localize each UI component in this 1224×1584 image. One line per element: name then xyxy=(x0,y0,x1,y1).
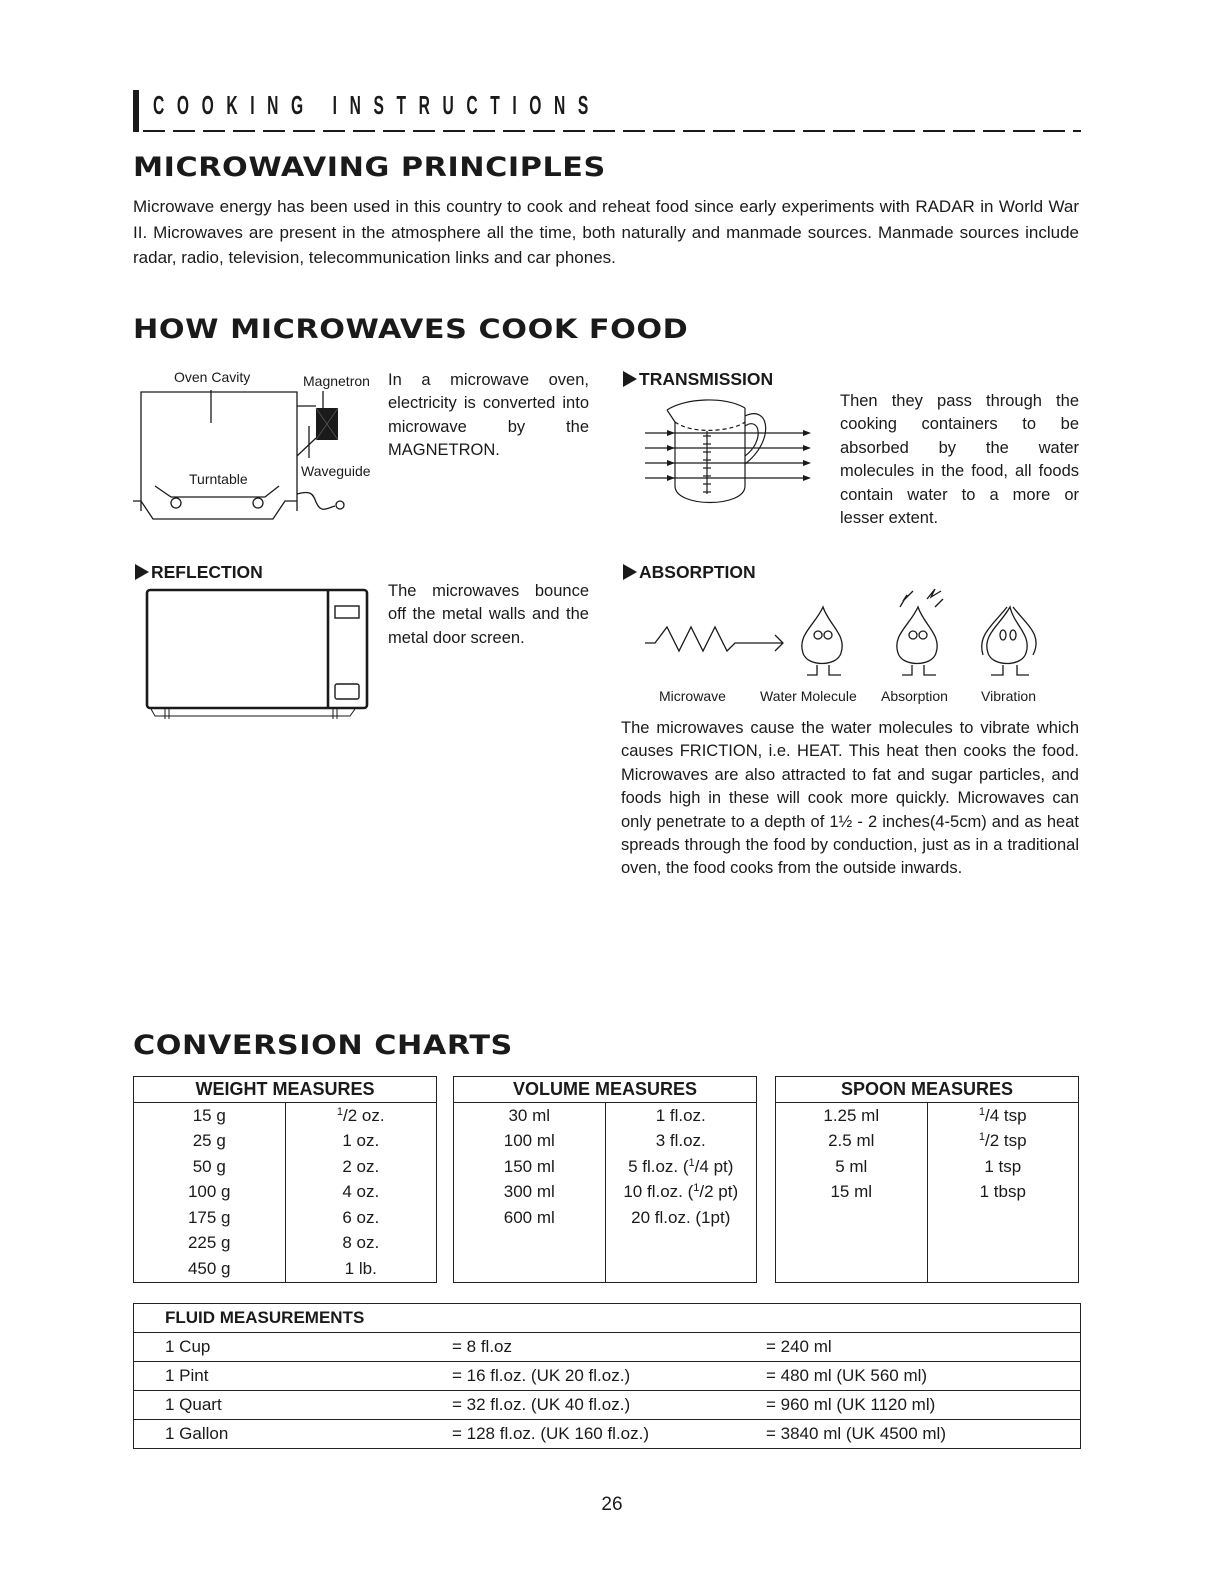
volume-measures-table xyxy=(453,1076,757,1283)
table-row: 300 ml 10 fl.oz. ($^1$/2 pt) xyxy=(454,1180,757,1206)
caption-absorption: Absorption xyxy=(881,688,948,704)
table-row: 1 Quart = 32 fl.oz. (UK 40 fl.oz.) = 960 ml (UK 1120 ml) xyxy=(134,1391,1080,1420)
table-row: 50 g 2 oz. xyxy=(134,1154,437,1180)
table-row: 15 g $^1$/2 oz. xyxy=(134,1103,437,1129)
oven-cavity-icon xyxy=(133,366,383,526)
table-row: 25 g 1 oz. xyxy=(134,1129,437,1155)
fluid-measurements-table xyxy=(133,1303,1081,1449)
fluid-title: FLUID MEASUREMENTS xyxy=(165,1308,365,1327)
table-row xyxy=(776,1256,1079,1282)
fluid-header-row xyxy=(134,1304,1080,1333)
microwave-oven-diagram xyxy=(145,588,371,720)
triangle-bullet-icon xyxy=(135,564,149,580)
microwave-oven-icon xyxy=(145,588,371,720)
table-row: 100 g 4 oz. xyxy=(134,1180,437,1206)
measuring-jug-diagram xyxy=(645,396,815,514)
label-turntable: Turntable xyxy=(189,471,248,487)
reflection-heading: REFLECTION xyxy=(135,562,263,583)
volume-title: VOLUME MEASURES xyxy=(454,1077,757,1103)
table-row: 2.5 ml $^1$/2 tsp xyxy=(776,1129,1079,1155)
oven-diagram xyxy=(133,366,383,526)
table-row xyxy=(454,1231,757,1257)
table-row xyxy=(776,1205,1079,1231)
oven-text: In a microwave oven, electricity is converted into microwave by the MAGNETRON. xyxy=(388,371,589,460)
triangle-bullet-icon xyxy=(623,371,637,387)
table-row: 600 ml 20 fl.oz. (1pt) xyxy=(454,1205,757,1231)
table-row: 450 g 1 lb. xyxy=(134,1256,437,1282)
absorption-heading: ABSORPTION xyxy=(623,562,756,583)
table-row: 100 ml 3 fl.oz. xyxy=(454,1129,757,1155)
table-row: 150 ml 5 fl.oz. ($^1$/4 pt) xyxy=(454,1154,757,1180)
page-number: 26 xyxy=(601,1494,623,1515)
table-row: 1 Pint = 16 fl.oz. (UK 20 fl.oz.) = 480 ml (UK 560 ml) xyxy=(134,1362,1080,1391)
triangle-bullet-icon xyxy=(623,564,637,580)
table-row xyxy=(454,1256,757,1282)
label-waveguide: Waveguide xyxy=(301,463,371,479)
weight-measures-table xyxy=(133,1076,437,1283)
table-row: 175 g 6 oz. xyxy=(134,1205,437,1231)
table-row: 1.25 ml $^1$/4 tsp xyxy=(776,1103,1079,1129)
dashed-rule xyxy=(143,130,1081,132)
table-row: 30 ml 1 fl.oz. xyxy=(454,1103,757,1129)
table-row: 1 Gallon = 128 fl.oz. (UK 160 fl.oz.) = 3840 ml (UK 4500 ml) xyxy=(165,1424,946,1443)
transmission-heading: TRANSMISSION xyxy=(623,369,773,390)
principles-body: Microwave energy has been used in this country to cook and reheat food since early experiments with RADAR in World War II. Microwaves are present in the atmosphere all the time, both naturally and manmade sources. Manmade sources include radar, radio, television, telecommunication links and car phones. xyxy=(133,197,1079,267)
weight-title: WEIGHT MEASURES xyxy=(134,1077,437,1103)
section-title: COOKING INSTRUCTIONS xyxy=(153,90,601,120)
caption-vibration: Vibration xyxy=(981,688,1037,704)
reflection-text: The microwaves bounce off the metal walls and the metal door screen. xyxy=(388,582,589,647)
conversion-heading: CONVERSION CHARTS xyxy=(133,1030,513,1061)
table-row: 1 Cup = 8 fl.oz = 240 ml xyxy=(134,1333,1080,1362)
absorption-icons xyxy=(645,585,1065,680)
section-bar xyxy=(133,90,139,132)
transmission-text: Then they pass through the cooking containers to be absorbed by the water molecules in the food, all foods contain water to a more or lesser extent. xyxy=(840,392,1079,528)
principles-heading: MICROWAVING PRINCIPLES xyxy=(133,152,606,183)
absorption-diagram xyxy=(645,585,1065,680)
section-header xyxy=(133,90,1081,138)
label-oven-cavity: Oven Cavity xyxy=(174,369,251,385)
measuring-jug-icon xyxy=(645,396,815,514)
how-heading: HOW MICROWAVES COOK FOOD xyxy=(133,314,689,345)
spoon-title: SPOON MEASURES xyxy=(776,1077,1079,1103)
table-row: 5 ml 1 tsp xyxy=(776,1154,1079,1180)
label-magnetron: Magnetron xyxy=(303,373,370,389)
table-row xyxy=(776,1231,1079,1257)
table-row: 225 g 8 oz. xyxy=(134,1231,437,1257)
table-row: 15 ml 1 tbsp xyxy=(776,1180,1079,1206)
caption-microwave: Microwave xyxy=(659,688,726,704)
spoon-measures-table xyxy=(775,1076,1079,1283)
caption-water-molecule: Water Molecule xyxy=(760,688,857,704)
absorption-text: The microwaves cause the water molecules to vibrate which causes FRICTION, i.e. HEAT. This heat then cooks the food. Microwaves are also attracted to fat and sugar particles, and foods high in these will cook more quickly. Microwaves can only penetrate to a depth of 1½ - 2 inches(4-5cm) and as heat spreads through the food by conduction, just as in a traditional oven, the food cooks from the outside inwards. xyxy=(621,719,1079,878)
